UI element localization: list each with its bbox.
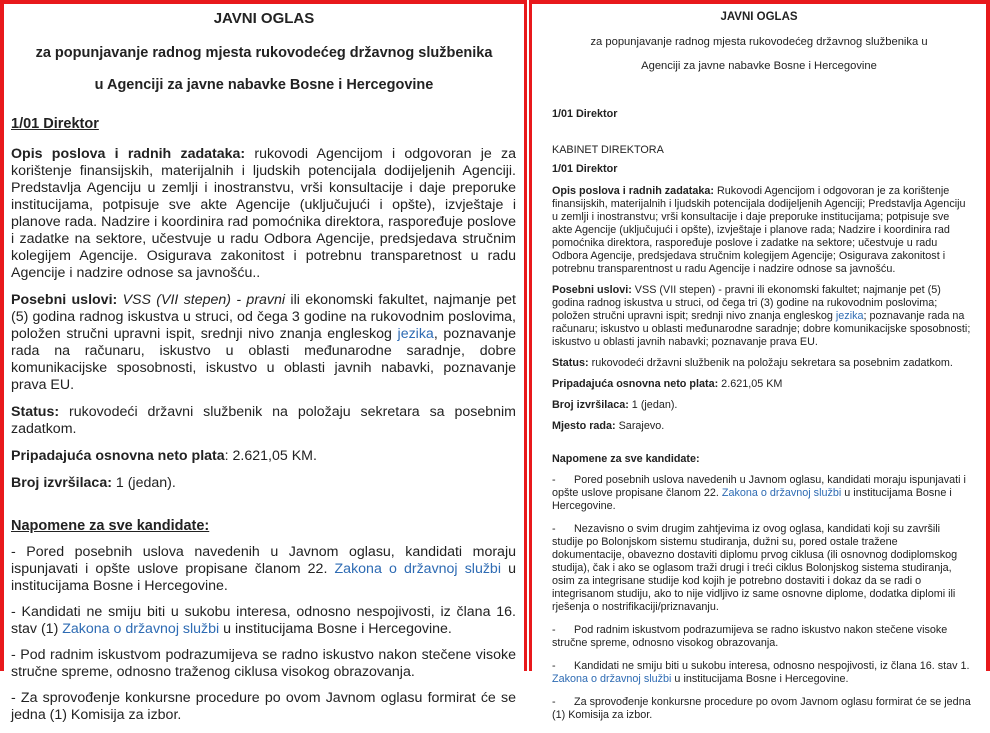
plata-text: 2.621,05 KM (718, 378, 783, 390)
bullet-dash: - (552, 696, 556, 708)
bullet-dash: - (552, 624, 556, 636)
note-2-text-b: u institucijama Bosne i Hercegovine. (219, 621, 452, 637)
uslovi-text-1: ili ekonomski fakultet, najmanje pet (5) godina radnog iskustva u struci, od čega 3 godine na rukovodnim poslovima, položen stručni upravni ispit, srednji nivo znanja engleskog (11, 292, 516, 342)
left-plata-paragraph (11, 448, 516, 465)
left-position-title: 1/01 Direktor (11, 116, 99, 132)
right-note-2 (552, 523, 972, 614)
status-text: rukovodeći državni službenik na položaju sekretara sa posebnim zadatkom. (588, 357, 953, 369)
note-1-text-b: u institucijama Bosne i Hercegovine. (11, 561, 516, 594)
uslovi-italic: VSS (VII stepen) - pravni (117, 292, 286, 308)
right-note-5 (552, 696, 972, 722)
right-content (552, 108, 972, 732)
jezika-link[interactable]: jezika (397, 326, 434, 342)
mjesto-label: Mjesto rada: (552, 420, 616, 432)
right-broj-paragraph (552, 399, 972, 412)
uslovi-label: Posebni uslovi: (11, 292, 118, 308)
right-status-paragraph (552, 357, 972, 370)
right-notes-heading: Napomene za sve kandidate: (552, 453, 700, 465)
status-label: Status: (552, 357, 589, 369)
right-section-title: KABINET DIREKTORA (552, 144, 664, 156)
left-subtitle: za popunjavanje radnog mjesta rukovodećeg državnog službenika (35, 45, 493, 61)
opis-label: Opis poslova i radnih zadataka: (11, 146, 246, 162)
broj-text: 1 (jedan). (111, 475, 176, 491)
plata-text: : 2.621,05 KM. (224, 448, 317, 464)
zakon-link-1[interactable]: Zakona o državnoj službi (721, 487, 842, 499)
uslovi-label: Posebni uslovi: (552, 284, 632, 296)
opis-text: rukovodi Agencijom i odgovoran je za korištenje finansijskih, materijalnih i ljudskih potencijala dodijeljenih Agenciji. Predstavlja Agenciju u zemlji i inostranstvu, vrši konsultacije i daje preporuke institucijama, potpisuje sve akte Agencije (uključujući i opšte), izvještaje i planove rada. Nadzire i koordinira rad pomoćnika direktora, raspoređuje poslove i zadatke na sektore, učestvuje u radu Odbora Agencije, predsjedava stručnim kolegijem Agencije. Osigurava zakonitost i potrebnu transparetnost u radu Agencije i nadzire odnose sa javnošću.. (11, 146, 516, 281)
note-1-text-a: Pored posebnih uslova navedenih u Javnom oglasu, kandidati moraju ispunjavati i opšte uslove propisane članom 22. (552, 474, 966, 499)
right-subtitle-2: Agenciji za javne nabavke Bosne i Hercegovine (641, 60, 877, 72)
left-status-paragraph (11, 404, 516, 438)
uslovi-text-2: ; poznavanje rada na računaru; iskustvo u oblasti međunarodne saradnje; dobre komunikacijske sposobnosti; iskustvo u oblasti javnih nabavki; poznavanje prava EU. (552, 310, 971, 348)
right-opis-paragraph (552, 185, 972, 276)
note-5-text: Za sprovođenje konkursne procedure po ovom Javnom oglasu formirat će se jedna (1) Komisija za izbor. (552, 696, 971, 721)
left-note-2 (11, 604, 516, 638)
left-content (11, 116, 516, 733)
left-opis-paragraph (11, 146, 516, 282)
note-1-text-b: u institucijama Bosne i Hercegovine. (552, 487, 952, 512)
uslovi-text-1: VSS (VII stepen) - pravni ili ekonomski fakultet; najmanje pet (5) godina radnog iskustva u struci, od čega tri (3) godine na rukovodnim poslovima; položen stručni upravni ispit; srednji nivo znanja engleskog (552, 284, 941, 322)
left-subtitle-2: u Agenciji za javne nabavke Bosne i Hercegovine (94, 77, 434, 93)
left-note-4: - Za sprovođenje konkursne procedure po ovom Javnom oglasu formirat će se jedna (1) Komisija za izbor. (11, 690, 516, 723)
right-note-1 (552, 474, 972, 513)
right-title: JAVNI OGLAS (720, 11, 798, 23)
right-position-title: 1/01 Direktor (552, 108, 618, 120)
left-notes-heading: Napomene za sve kandidate: (11, 518, 210, 534)
jezika-link[interactable]: jezika (835, 310, 864, 322)
left-title: JAVNI OGLAS (213, 10, 315, 27)
right-note-4 (552, 660, 972, 686)
plata-label: Pripadajuća osnovna neto plata: (552, 378, 719, 390)
zakon-link-2[interactable]: Zakona o državnoj službi (62, 621, 220, 637)
note-4-text-a: Kandidati ne smiju biti u sukobu interesa, odnosno nespojivosti, iz člana 16. stav 1. (574, 660, 970, 672)
broj-label: Broj izvršilaca: (11, 475, 112, 491)
note-2-text: Nezavisno o svim drugim zahtjevima iz ovog oglasa, kandidati koji su završili studije po Bolonjskom sistemu studiranja, dužni su, pored ostale tražene dokumentacije, obavezno dostaviti diplomu prvog ciklusa (ili osnovnog dodiplomskog studija), čak i ako se oglasom traži drugi i treći ciklus Bolonjskog sistema studiranja, osim za integrisane studije kod kojih je potrebno dostaviti i dokaz da se radi o integrisanom studiju, ako to nije vidljivo iz same osnovne diplome, dodatka diplomi ili rješenja o nostrifikaciji/priznavanju. (552, 523, 958, 613)
right-mjesto-paragraph (552, 420, 972, 433)
opis-label: Opis poslova i radnih zadataka: (552, 185, 714, 197)
plata-label: Pripadajuća osnovna neto plata (11, 448, 225, 464)
bullet-dash: - (552, 660, 556, 672)
zakon-link-1[interactable]: Zakona o državnoj službi (334, 561, 501, 577)
note-2-text-a: - Kandidati ne smiju biti u sukobu interesa, odnosno nespojivosti, iz člana 16. stav (1) (11, 604, 516, 637)
mjesto-text: Sarajevo. (615, 420, 665, 432)
bullet-dash: - (552, 474, 556, 486)
right-note-3 (552, 624, 972, 650)
uslovi-text-2: , poznavanje rada na računaru, iskustvo u oblasti međunarodne saradnje, dobre komunikacijske sposobnosti, iskustvo u oblasti javnih nabavki, poznavanje prava EU. (11, 326, 516, 393)
right-subtitle: za popunjavanje radnog mjesta rukovodećeg državnog službenika u (590, 36, 928, 48)
note-3-text: Pod radnim iskustvom podrazumijeva se radno iskustvo nakon stečene visoke stručne spreme, odnosno visokog obrazovanja. (552, 624, 948, 649)
left-broj-paragraph (11, 475, 516, 492)
note-4-text-b: u institucijama Bosne i Hercegovine. (671, 673, 849, 685)
left-note-3: - Pod radnim iskustvom podrazumijeva se radno iskustvo nakon stečene visoke stručne spreme, odnosno traženog ciklusa visokog obrazovanja. (11, 647, 516, 680)
bullet-dash: - (552, 523, 556, 535)
opis-text: Rukovodi Agencijom i odgovoran je za korištenje finansijskih, materijalnih i ljudskih potencijala dodijeljenih Agenciji; Predstavlja Agenciju u zemlji i inostranstvu; vrši konsultacije i daje preporuke institucijama; potpisuje sve akte Agencije (uključujući i opšte), izvještaje i planove rada; Nadzire i koordinira rad pomoćnika direktora, raspoređuje poslove i zadatke na sektore; učestvuje u radu Odbora Agencije, predsjedava stručnim kolegijem Agencije; Osigurava zakonitost i potrebnu transparentnost u radu Agencije i nadzire odnose sa javnošću. (552, 185, 966, 275)
right-uslovi-paragraph (552, 284, 972, 349)
broj-text: 1 (jedan). (628, 399, 678, 411)
left-uslovi-paragraph (11, 292, 516, 394)
right-plata-paragraph (552, 378, 972, 391)
status-text: rukovodeći državni službenik na položaju sekretara sa posebnim zadatkom. (11, 404, 516, 437)
right-document-panel (529, 0, 990, 721)
right-position-title-2: 1/01 Direktor (552, 163, 618, 175)
note-1-text-a: - Pored posebnih uslova navedenih u Javnom oglasu, kandidati moraju ispunjavati i opšte uslove propisane članom 22. (11, 544, 516, 577)
left-note-1 (11, 544, 516, 595)
status-label: Status: (11, 404, 60, 420)
zakon-link-3[interactable]: Zakona o državnoj službi (552, 673, 672, 685)
broj-label: Broj izvršilaca: (552, 399, 629, 411)
